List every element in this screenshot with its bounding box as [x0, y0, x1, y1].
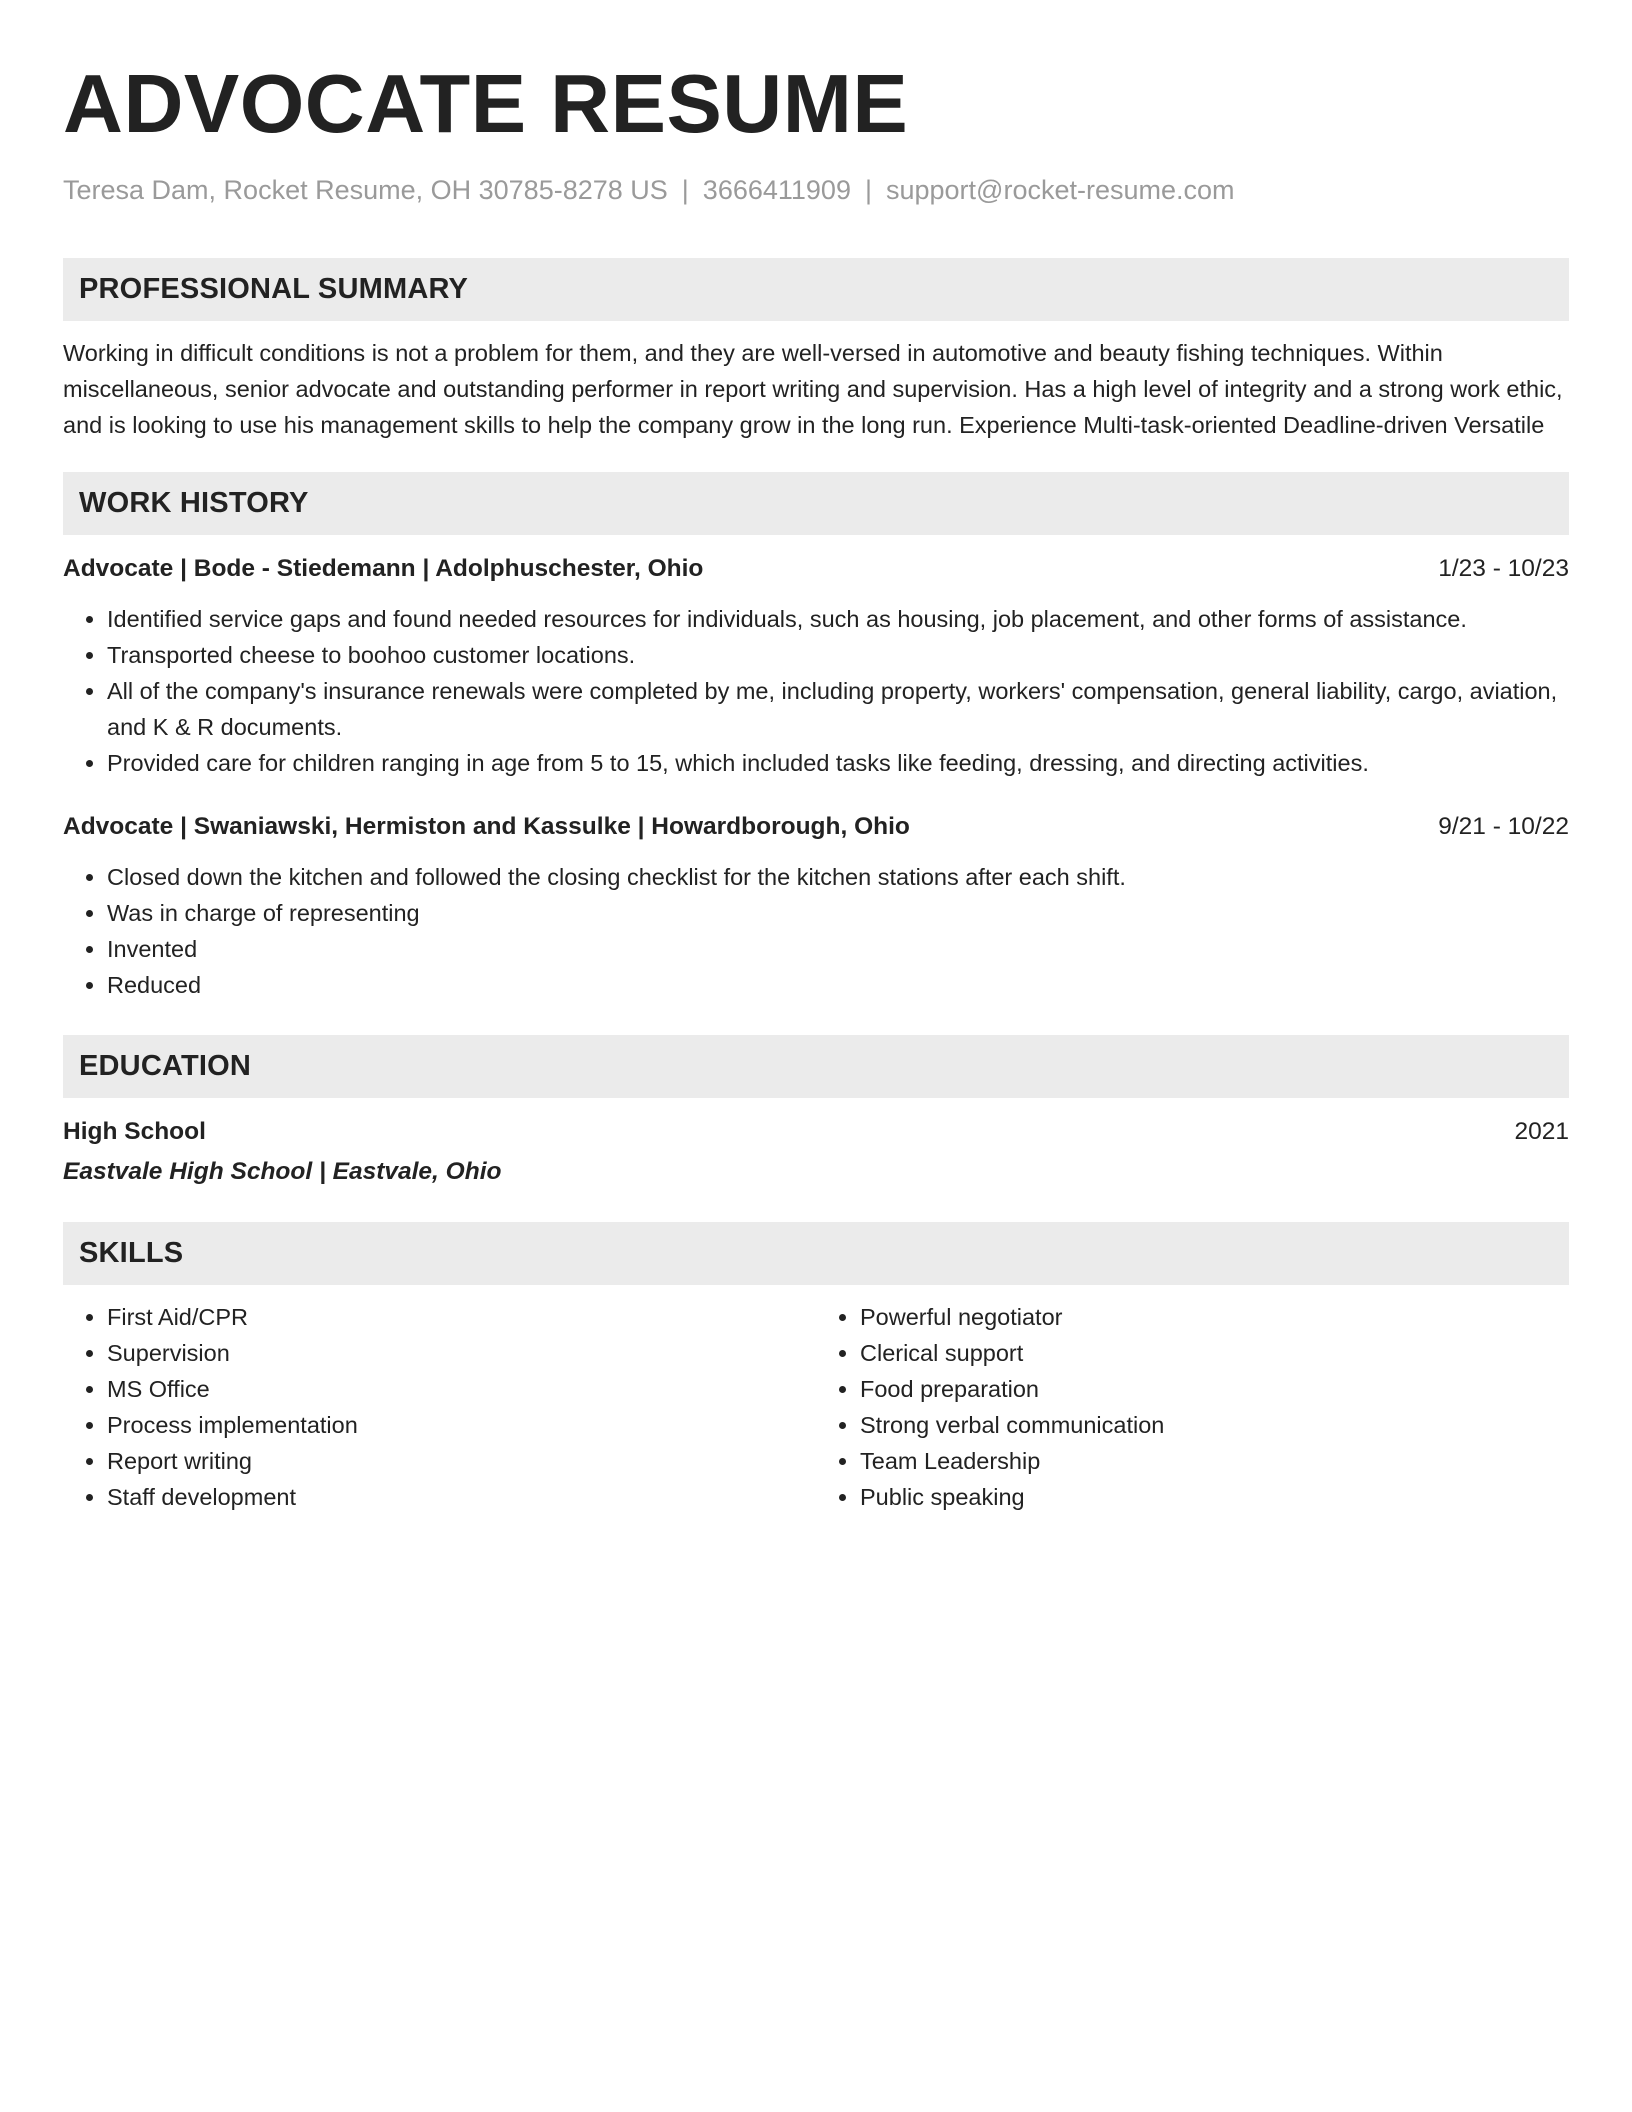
skill-item: • Clerical support [860, 1335, 1569, 1371]
skill-item: • Strong verbal communication [860, 1407, 1569, 1443]
job-heading [63, 551, 1569, 587]
summary-text: Working in difficult conditions is not a problem for them, and they are well-versed in automotive and beauty fishing techniques. Within miscellaneous, senior advocate and outstanding performer in report writing and supervision. Has a high level of integrity and a strong work ethic, and is looking to use his management skills to help the company grow in the long run. Experience Multi-task-oriented Deadline-driven Versatile [63, 340, 1563, 438]
skill-item: • Team Leadership [860, 1443, 1569, 1479]
contact-email: support@rocket-resume.com [885, 175, 1235, 205]
skills-column-right [816, 1299, 1569, 1515]
education-heading [63, 1114, 1569, 1150]
skill-item: • Report writing [107, 1443, 816, 1479]
skills-grid [63, 1299, 1569, 1515]
list-item: • Reduced [107, 967, 1569, 1003]
skill-item: • First Aid/CPR [107, 1299, 816, 1335]
job-dates: 9/21 - 10/22 [1438, 813, 1569, 840]
job-title: Advocate | Swaniawski, Hermiston and Kassulke | Howardborough, Ohio [63, 813, 910, 840]
skill-item: • Process implementation [107, 1407, 816, 1443]
resume-title: ADVOCATE RESUME [63, 57, 909, 150]
skills-list [63, 1299, 816, 1515]
education-degree: High School [63, 1118, 206, 1145]
section-header-work-history: WORK HISTORY [63, 472, 1569, 535]
skills-list [816, 1299, 1569, 1515]
skill-item: • Food preparation [860, 1371, 1569, 1407]
contact-separator: | [864, 175, 872, 205]
section-header-skills: SKILLS [63, 1222, 1569, 1285]
job-dates: 1/23 - 10/23 [1438, 555, 1569, 582]
section-header-education: EDUCATION [63, 1035, 1569, 1098]
job-title: Advocate | Bode - Stiedemann | Adolphuschester, Ohio [63, 555, 704, 582]
contact-phone: 3666411909 [702, 175, 851, 205]
list-item: • Identified service gaps and found needed resources for individuals, such as housing, job placement, and other forms of assistance. [107, 601, 1569, 637]
contact-separator: | [681, 175, 689, 205]
skill-item: • MS Office [107, 1371, 816, 1407]
education-year: 2021 [1514, 1118, 1569, 1145]
list-item: • Was in charge of representing [107, 895, 1569, 931]
job-heading [63, 809, 1569, 845]
skill-item: • Public speaking [860, 1479, 1569, 1515]
contact-address: Teresa Dam, Rocket Resume, OH 30785-8278 US [63, 175, 668, 205]
job-bullets [63, 601, 1569, 781]
job-bullets [63, 859, 1569, 1003]
skill-item: • Powerful negotiator [860, 1299, 1569, 1335]
skill-item: • Supervision [107, 1335, 816, 1371]
section-header-summary: PROFESSIONAL SUMMARY [63, 258, 1569, 321]
list-item: • Invented [107, 931, 1569, 967]
skills-column-left [63, 1299, 816, 1515]
contact-line [63, 172, 1569, 208]
list-item: • All of the company's insurance renewals were completed by me, including property, workers' compensation, general liability, cargo, aviation, and K & R documents. [107, 673, 1569, 745]
skill-item: • Staff development [107, 1479, 816, 1515]
list-item: • Provided care for children ranging in age from 5 to 15, which included tasks like feeding, dressing, and directing activities. [107, 745, 1569, 781]
list-item: • Closed down the kitchen and followed the closing checklist for the kitchen stations after each shift. [107, 859, 1569, 895]
list-item: • Transported cheese to boohoo customer locations. [107, 637, 1569, 673]
education-school: Eastvale High School | Eastvale, Ohio [63, 1158, 502, 1185]
